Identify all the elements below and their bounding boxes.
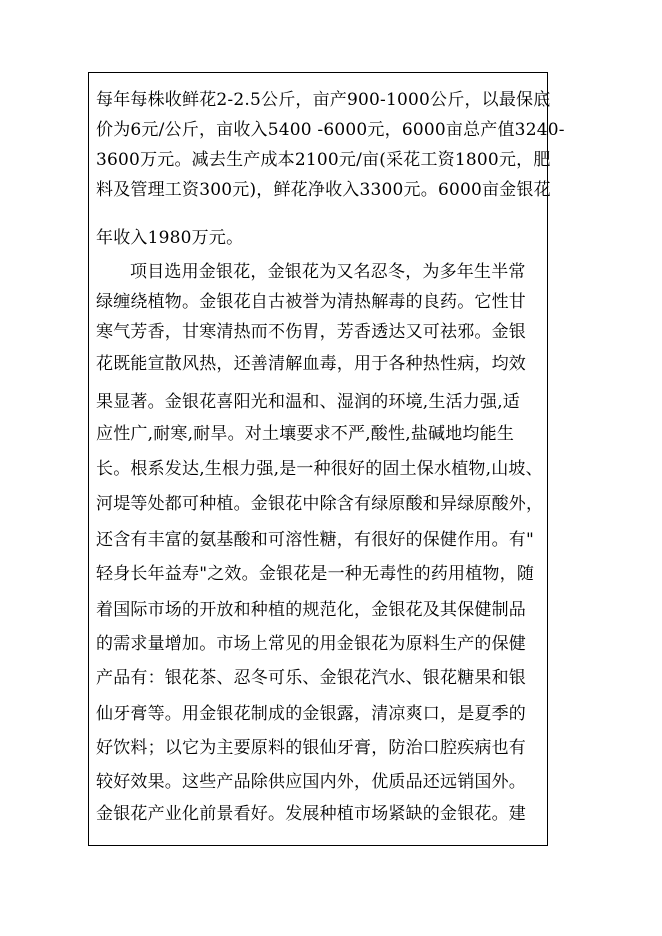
paragraph2-line-12: 的需求量增加。市场上常见的用金银花为原料生产的保健: [96, 634, 526, 654]
paragraph2-line-4: 花既能宣散风热，还善清解血毒，用于各种热性病，均效: [96, 354, 526, 374]
paragraph2-line-2: 绿缠绕植物。金银花自古被誉为清热解毒的良药。它性甘: [96, 292, 526, 312]
paragraph2-line-1: 项目选用金银花，金银花为又名忍冬，为多年生半常: [130, 262, 526, 282]
paragraph2-line-15: 好饮料；以它为主要原料的银仙牙膏，防治口腔疾病也有: [96, 738, 526, 758]
paragraph1-line-5: 年收入1980万元。: [96, 228, 244, 248]
paragraph2-line-9: 还含有丰富的氨基酸和可溶性糖，有很好的保健作用。有": [96, 530, 535, 550]
paragraph2-line-17: 金银花产业化前景看好。发展种植市场紧缺的金银花。建: [96, 804, 526, 824]
paragraph1-line-3: 3600万元。减去生产成本2100元/亩(采花工资1800元，肥: [96, 150, 551, 170]
paragraph2-line-5: 果显著。金银花喜阳光和温和、湿润的环境,生活力强,适: [96, 392, 521, 412]
paragraph2-line-7: 长。根系发达,生根力强,是一种很好的固土保水植物,山坡、: [96, 459, 543, 479]
paragraph1-line-2: 价为6元/公斤，亩收入5400 -6000元，6000亩总产值3240-: [96, 120, 565, 140]
paragraph2-line-10: 轻身长年益寿"之效。金银花是一种无毒性的药用植物，随: [96, 564, 535, 584]
paragraph2-line-16: 较好效果。这些产品除供应国内外，优质品还远销国外。: [96, 772, 526, 792]
paragraph2-line-11: 着国际市场的开放和种植的规范化，金银花及其保健制品: [96, 600, 526, 620]
paragraph2-line-8: 河堤等处都可种植。金银花中除含有绿原酸和异绿原酸外，: [96, 494, 544, 514]
paragraph1-line-4: 料及管理工资300元)，鲜花净收入3300元。6000亩金银花: [96, 180, 551, 200]
paragraph2-line-6: 应性广,耐寒,耐旱。对土壤要求不严,酸性,盐碱地均能生: [96, 424, 515, 444]
paragraph2-line-3: 寒气芳香，甘寒清热而不伤胃，芳香透达又可祛邪。金银: [96, 322, 526, 342]
paragraph2-line-14: 仙牙膏等。用金银花制成的金银露，清凉爽口，是夏季的: [96, 704, 526, 724]
paragraph2-line-13: 产品有：银花茶、忍冬可乐、金银花汽水、银花糖果和银: [96, 668, 526, 688]
paragraph1-line-1: 每年每株收鲜花2-2.5公斤，亩产900-1000公斤，以最保底: [96, 90, 551, 110]
